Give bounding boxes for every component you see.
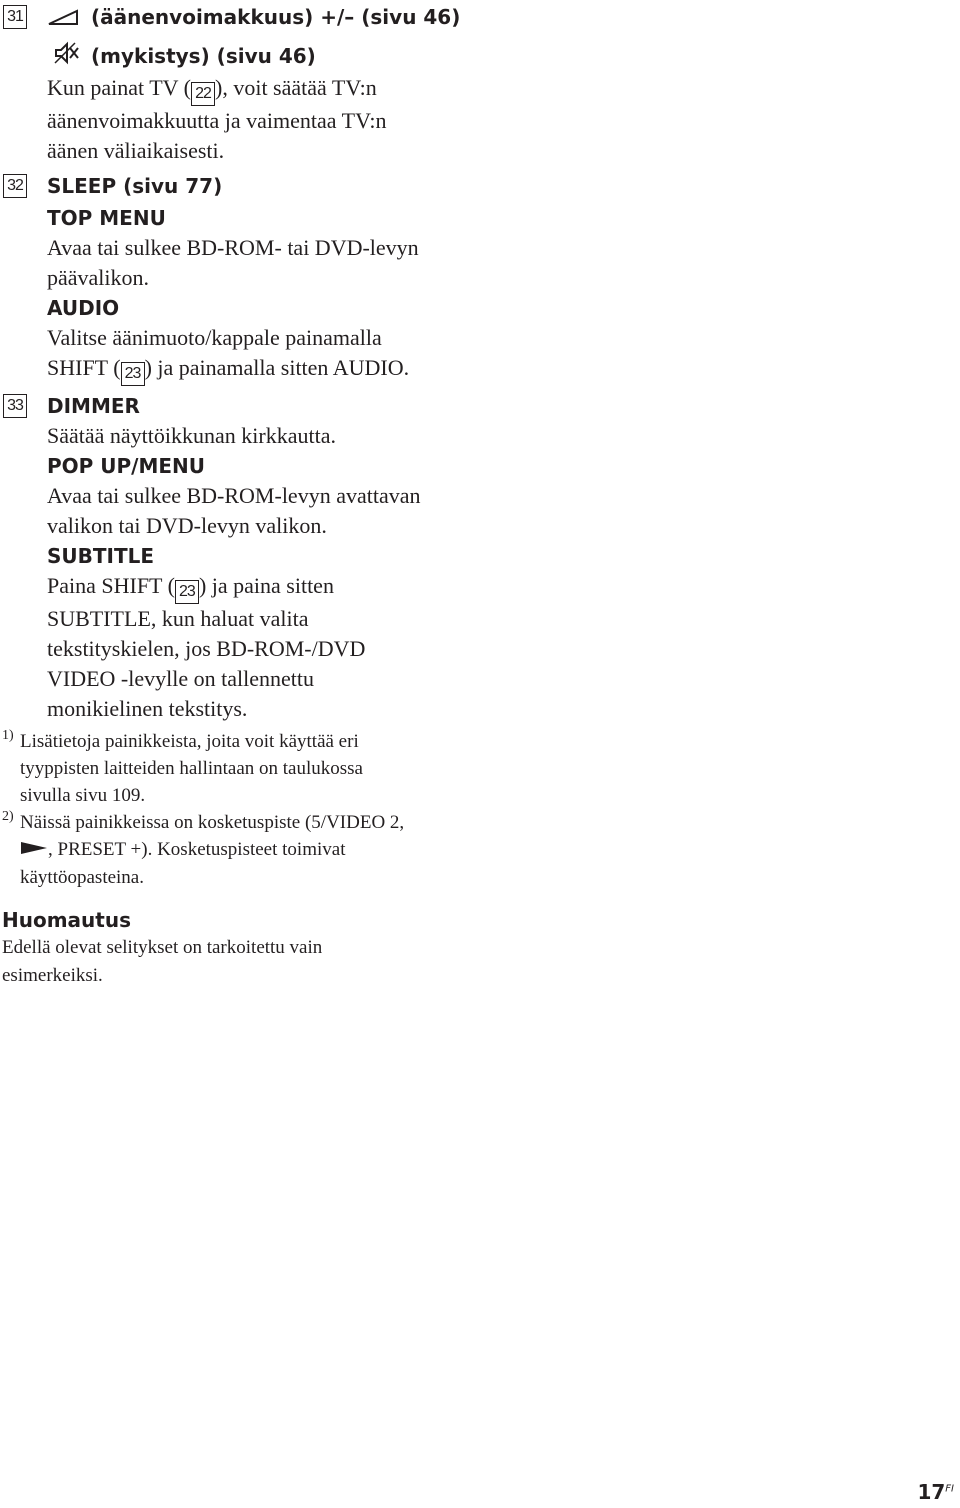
note-line1: Edellä olevat selitykset on tarkoitettu vain [2, 937, 323, 958]
page-number-value: 17 [917, 1480, 946, 1504]
footnote-2-line2 [2, 836, 472, 864]
volume-desc-line1 [47, 73, 517, 106]
note-section [2, 908, 472, 990]
subtitle-line1 [47, 571, 517, 604]
audio-line2-text-2: ) ja painamalla sitten AUDIO. [144, 355, 410, 380]
footnote-2 [2, 809, 472, 891]
note-heading: Huomautus [2, 908, 131, 932]
topmenu-heading: TOP MENU [47, 206, 166, 230]
footnote-1-line3: sivulla sivu 109. [20, 785, 146, 806]
volume-heading-text: (äänenvoimakkuus) +/– (sivu 46) [91, 5, 461, 29]
audio-line1: Valitse äänimuoto/kappale painamalla [47, 325, 382, 350]
footnote-1-line2: tyyppisten laitteiden hallintaan on taulukossa [20, 758, 363, 779]
ref-23: 23 [121, 362, 145, 386]
mute-heading [47, 41, 517, 74]
footnote-2-line1 [2, 809, 472, 836]
entry-33 [0, 391, 517, 724]
popup-heading: POP UP/MENU [47, 454, 206, 478]
subtitle-heading: SUBTITLE [47, 544, 155, 568]
page-language-code: FI [945, 1483, 954, 1495]
note-line2: esimerkeiksi. [2, 965, 103, 986]
entry-number-31: 31 [3, 5, 27, 29]
footnote-1-text: Lisätietoja painikkeista, joita voit käyttää eri [20, 731, 359, 752]
entry-number-32: 32 [3, 174, 27, 198]
footnote-1-marker: 1) [2, 728, 14, 743]
topmenu-line2: päävalikon. [47, 265, 150, 290]
topmenu-line1: Avaa tai sulkee BD-ROM- tai DVD-levyn [47, 235, 419, 260]
footnotes [2, 728, 472, 891]
footnote-1 [2, 728, 472, 809]
play-arrow-icon [20, 837, 48, 864]
mute-icon [53, 41, 81, 73]
footnote-2-text: Näissä painikkeissa on kosketuspiste (5/VIDEO 2, [20, 812, 405, 833]
entry-number-33: 33 [3, 394, 27, 418]
audio-heading: AUDIO [47, 296, 120, 320]
sleep-heading: SLEEP (sivu 77) [47, 174, 223, 198]
subtitle-line2: SUBTITLE, kun haluat valita [47, 606, 309, 631]
volume-desc-line3: äänen väliaikaisesti. [47, 138, 225, 163]
audio-line2 [47, 353, 517, 386]
dimmer-line1: Säätää näyttöikkunan kirkkautta. [47, 423, 336, 448]
volume-desc-text: Kun painat TV ( [47, 75, 191, 100]
footnote-1-line1 [2, 728, 472, 755]
audio-line2-text: SHIFT ( [47, 355, 121, 380]
volume-desc-line2: äänenvoimakkuutta ja vaimentaa TV:n [47, 108, 387, 133]
subtitle-line4: VIDEO -levylle on tallennettu [47, 666, 314, 691]
volume-heading [47, 2, 517, 34]
mute-heading-text: (mykistys) (sivu 46) [91, 43, 316, 68]
dimmer-heading: DIMMER [47, 394, 140, 418]
subtitle-line1-text: Paina SHIFT ( [47, 573, 175, 598]
ref-22: 22 [191, 82, 215, 106]
page-number [917, 1480, 954, 1504]
ref-23-subtitle: 23 [175, 580, 199, 604]
footnote-2-line3: käyttöopasteina. [20, 867, 144, 889]
subtitle-line5: monikielinen tekstitys. [47, 696, 248, 721]
entry-31 [0, 2, 517, 166]
popup-line2: valikon tai DVD-levyn valikon. [47, 513, 327, 538]
subtitle-line3: tekstityskielen, jos BD-ROM-/DVD [47, 636, 366, 661]
subtitle-line1-text-2: ) ja paina sitten [198, 573, 334, 598]
footnote-2-text-2: , PRESET +). Kosketuspisteet toimivat [48, 839, 346, 860]
volume-desc-text-2: ), voit säätää TV:n [215, 75, 377, 100]
popup-line1: Avaa tai sulkee BD-ROM-levyn avattavan [47, 483, 421, 508]
volume-wedge-icon [47, 4, 81, 34]
footnote-2-marker: 2) [2, 809, 14, 824]
entry-32 [0, 171, 517, 386]
